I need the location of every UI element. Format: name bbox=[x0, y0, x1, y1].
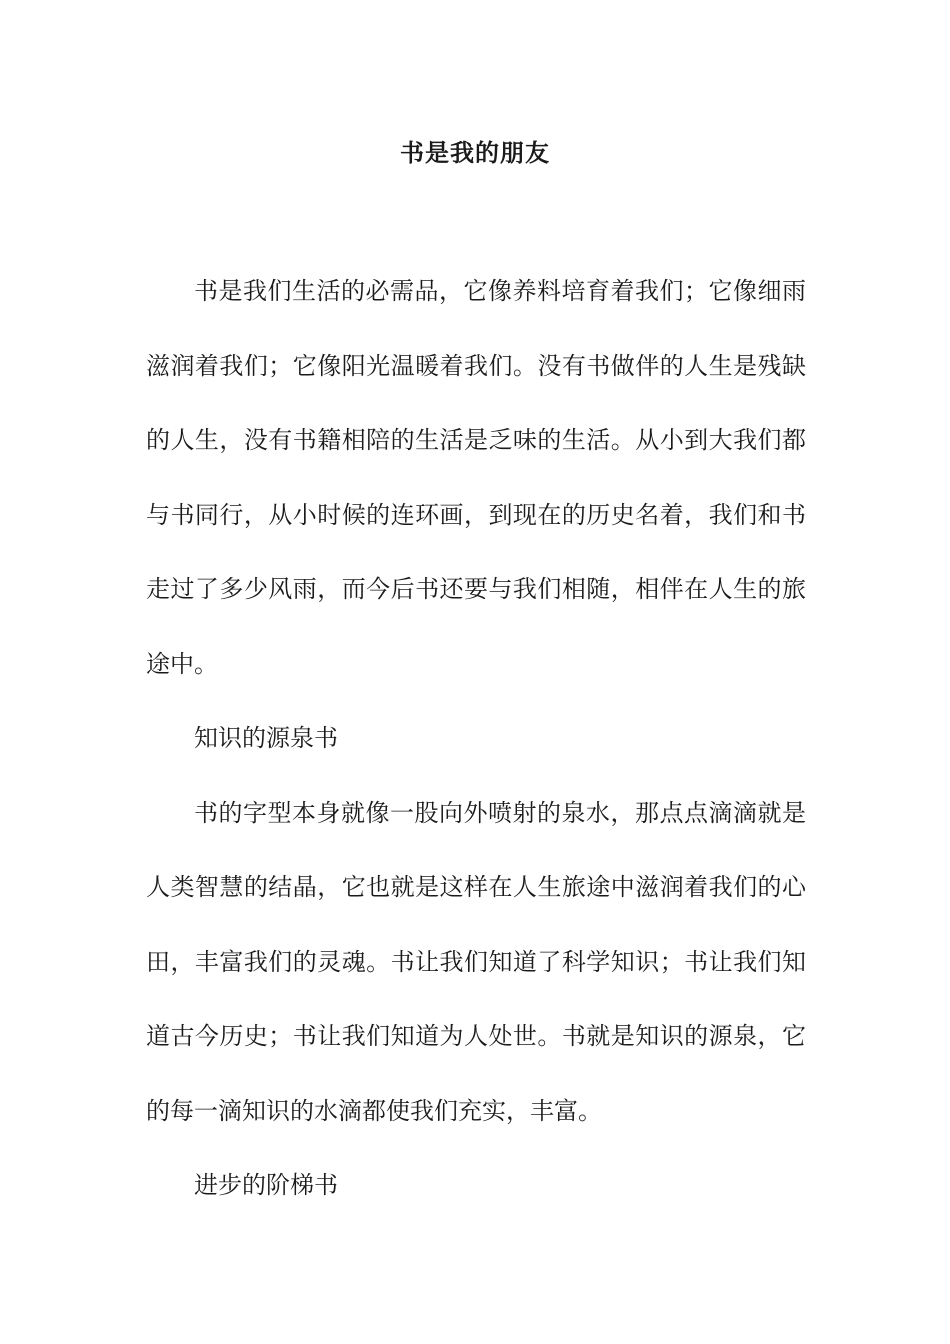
paragraph-knowledge: 书的字型本身就像一股向外喷射的泉水，那点点滴滴就是人类智慧的结晶，它也就是这样在人生旅途中滋润着我们的心田，丰富我们的灵魂。书让我们知道了科学知识；书让我们知道古今历史；书让我们知道为人处世。书就是知识的源泉，它的每一滴知识的水滴都使我们充实，丰富。 bbox=[146, 798, 806, 1125]
document-title: 书是我的朋友 bbox=[400, 138, 550, 167]
paragraph-intro: 书是我们生活的必需品，它像养料培育着我们；它像细雨滋润着我们；它像阳光温暖着我们。没有书做伴的人生是残缺的人生，没有书籍相陪的生活是乏味的生活。从小到大我们都与书同行，从小时候的连环画，到现在的历史名着，我们和书走过了多少风雨，而今后书还要与我们相随，相伴在人生的旅途中。 bbox=[146, 277, 806, 678]
document-body bbox=[146, 254, 806, 1223]
section-heading-knowledge: 知识的源泉书 bbox=[194, 724, 338, 752]
section-heading-progress: 进步的阶梯书 bbox=[194, 1171, 338, 1199]
